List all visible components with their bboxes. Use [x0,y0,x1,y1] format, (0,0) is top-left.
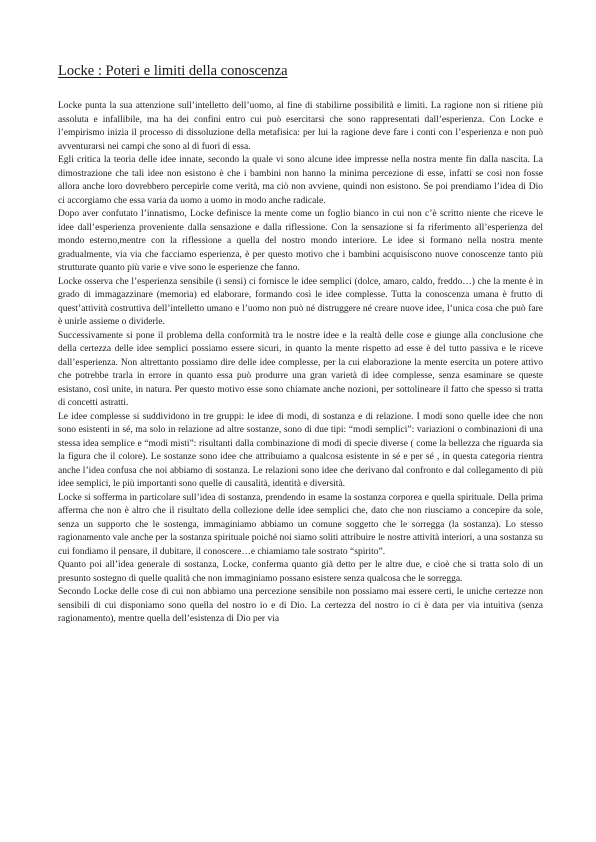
paragraph-innate-ideas: Egli critica la teoria delle idee innate, secondo la quale vi sono alcune idee impresse nella nostra mente fin dalla nascita. La dimostrazione che tali idee non esistono è che i bambini non hanno la minima percezione di esse, infatti se così non fosse allora anche loro dovrebbero percepirle come verità, ma ciò non avviene, quindi non esistono. Se poi prendiamo l’idea di Dio ci accorgiamo che essa varia da uomo a uomo in modo anche radicale. [58,155,543,206]
paragraph-general-substance: Quanto poi all’idea generale di sostanza, Locke, conferma quanto già detto per le altre due, e cioè che si tratta solo di un presunto sostegno di quelle qualità che non immaginiamo possano esistere senza qualcosa che le sorregga. [58,560,543,584]
document-body [58,100,543,627]
paragraph-conformity: Successivamente si pone il problema della conformità tra le nostre idee e la realtà delle cose e giunge alla conclusione che della certezza delle idee semplici possiamo essere sicuri, in quanto la mente rispetto ad esse è del tutto passiva e le riceve dall’esperienza. Non altrettanto possiamo dire delle idee complesse, per la cui elaborazione la mente esercita un potere attivo che potrebbe trarla in errore in quanto essa può produrre una gran varietà di idee complesse, senza esaminare se queste esistano, così unite, in natura. Per questo motivo esse sono chiamate anche nozioni, per sottolineare il fatto che spesso si tratta di concetti astratti. [58,330,543,408]
document-page [58,62,543,627]
paragraph-empiricism-intro: Locke punta la sua attenzione sull’intelletto dell’uomo, al fine di stabilirne possibilità e limiti. La ragione non si ritiene più assoluta e infallibile, ma ha dei confini entro cui può esercitarsi che sono rappresentati dall’esperienza. Con Locke e l’empirismo inizia il processo di dissoluzione della metafisica: per lui la ragione deve fare i conti con l’esperienza e non può avventurarsi nei campi che sono al di fuori di essa. [58,101,543,152]
paragraph-certainty: Secondo Locke delle cose di cui non abbiamo una percezione sensibile non possiamo mai essere certi, le uniche certezze non sensibili di cui disponiamo sono quella del nostro io e di Dio. La certezza del nostro io ci è data per via intuitiva (senza ragionamento), mentre quella dell’esistenza di Dio per via [58,587,543,624]
document-title: Locke : Poteri e limiti della conoscenza [58,63,288,79]
paragraph-substance: Locke si sofferma in particolare sull’idea di sostanza, prendendo in esame la sostanza corporea e quella spirituale. Della prima afferma che non è altro che il risultato della collezione delle idee semplici che, dato che non riusciamo a concepire da sole, senza un supporto che le sostenga, immaginiamo abbiamo un comune soggetto che le sorregga (la sostanza). Lo stesso ragionamento vale anche per la sostanza spirituale poiché noi siamo soliti attribuire le nostre attività interiori, a una sostanza su cui fondiamo il pensare, il dubitare, il conoscere…e chiamiamo tale sostrato “spirito”. [58,492,543,557]
paragraph-complex-ideas: Le idee complesse si suddividono in tre gruppi: le idee di modi, di sostanza e di relazione. I modi sono quelle idee che non sono esistenti in sé, ma solo in relazione ad altre sostanze, sono di due tipi: “modi semplici”: variazioni o combinazioni di una stessa idea semplice e “modi misti”: risultanti dalla combinazione di modi di specie diverse ( come la bellezza che riguarda sia la figura che il colore). Le sostanze sono idee che attribuiamo a qualcosa esistente in sé e per sé , in questa categoria rientra anche l’idea confusa che noi abbiamo di sostanza. Le relazioni sono idee che derivano dal confronto e dal collegamento di più idee semplici, le più importanti sono quelle di causalità, identità e diversità. [58,411,543,489]
paragraph-simple-ideas: Locke osserva che l’esperienza sensibile (i sensi) ci fornisce le idee semplici (dolce, amaro, caldo, freddo…) che la mente è in grado di immagazzinare (memoria) ed elaborare, formando così le idee complesse. Tutta la conoscenza umana è frutto di quest’attività costruttiva dell’intelletto umano e l’uomo non può né distruggere né creare nuove idee, l’unica cosa che può fare è unirle assieme o dividerle. [58,276,543,327]
paragraph-blank-slate: Dopo aver confutato l’innatismo, Locke definisce la mente come un foglio bianco in cui non c’è scritto niente che riceve le idee dall’esperienza proveniente dalla sensazione e dalla riflessione. Con la sensazione si fa riferimento all’esperienza del mondo esterno,mentre con la riflessione a quella del nostro mondo interiore. Le idee si formano nella nostra mente gradualmente, via via che facciamo esperienza, è per questo motivo che i bambini acquisiscono nuove conoscenze tanto più strutturate quanto più varie e vive sono le esperienze che fanno. [58,209,543,273]
